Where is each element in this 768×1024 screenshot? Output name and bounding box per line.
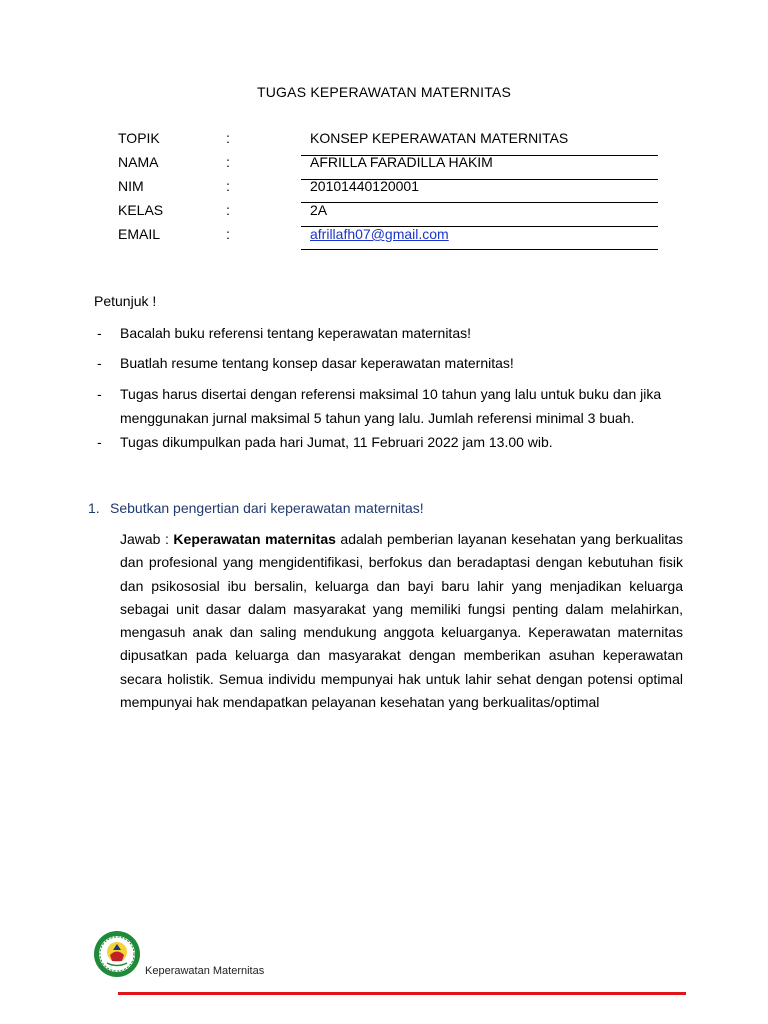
question-text: Sebutkan pengertian dari keperawatan maternitas! [110,500,424,516]
list-item-text: Tugas harus disertai dengan referensi maksimal 10 tahun yang lalu untuk buku dan jika menggunakan jurnal maksimal 5 tahun yang lalu. Jumlah referensi minimal 3 buah. [120,386,662,426]
info-colon: : [226,178,230,194]
info-value: 2A [310,202,328,218]
document-title: TUGAS KEPERAWATAN MATERNITAS [257,84,511,100]
bullet-dash: - [97,386,102,402]
info-row-topik [0,130,768,152]
info-value: 20101440120001 [310,178,420,194]
info-label: TOPIK [118,130,160,146]
footer-caption: Keperawatan Maternitas [145,965,265,977]
divider-line [301,249,658,250]
email-link[interactable]: afrillafh07@gmail.com [310,226,449,242]
info-colon: : [226,130,230,146]
answer-term: Keperawatan maternitas [173,531,336,547]
info-colon: : [226,202,230,218]
info-label: KELAS [118,202,164,218]
question-heading [88,500,424,516]
info-label: NAMA [118,154,159,170]
info-label: NIM [118,178,144,194]
instructions-heading: Petunjuk ! [94,293,157,309]
bullet-dash: - [97,355,102,371]
info-row-email [0,226,768,248]
answer-body: adalah pemberian layanan kesehatan yang berkualitas dan profesional yang mengidentifikasi, berfokus dan beradaptasi dengan kebutuhan fisik dan psikososial ibu bersalin, keluarga dan bayi baru lahir yang menjadikan keluarga sebagai unit dasar dalam masyarakat yang memiliki fungsi penting dalam melahirkan, mengasuh anak dan saling mendukung anggota keluarganya. Keperawatan maternitas dipusatkan pada keluarga dan masyarakat dengan memberikan asuhan keperawatan secara holistik. Semua individu mempunyai hak untuk lahir sehat dengan potensi optimal mempunyai hak mendapatkan pelayanan kesehatan yang berkualitas/optimal [120,531,683,711]
info-value: KONSEP KEPERAWATAN MATERNITAS [310,130,569,146]
list-item-text: Tugas dikumpulkan pada hari Jumat, 11 Februari 2022 jam 13.00 wib. [120,434,553,450]
bullet-dash: - [97,325,102,341]
info-row-nama [0,154,768,176]
info-row-kelas [0,202,768,224]
bullet-dash: - [97,434,102,450]
info-colon: : [226,154,230,170]
question-number: 1. [88,500,100,516]
footer-rule [118,992,686,995]
university-seal-icon [93,930,141,978]
list-item-text: Bacalah buku referensi tentang keperawatan maternitas! [120,325,471,341]
answer-paragraph [120,528,683,714]
info-row-nim [0,178,768,200]
list-item-text: Buatlah resume tentang konsep dasar keperawatan maternitas! [120,355,514,371]
answer-prefix: Jawab : [120,531,174,547]
info-colon: : [226,226,230,242]
info-label: EMAIL [118,226,161,242]
info-value: AFRILLA FARADILLA HAKIM [310,154,493,170]
